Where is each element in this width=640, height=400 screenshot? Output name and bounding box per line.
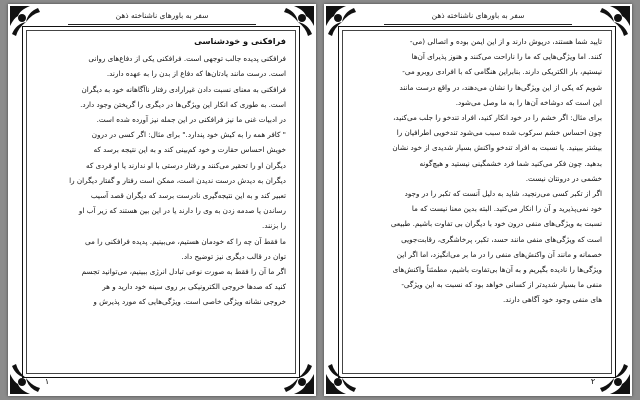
text-line: دیگران او را تحقیر می‌کنند و رفتار درستی با او ندارند یا او فردی که — [85, 160, 286, 170]
text-line: فرافکنی پدیده جالب توجهی است. فرافکنی یکی از دفاع‌های روانی — [88, 54, 286, 64]
text-line: خویش احساس حقارت و خود کم‌بینی کند و به این نتیجه برسد که — [93, 145, 286, 155]
text-line: تعبیر کند و به این نتیجه‌گیری نادرست برسد که دیگران قصد آسیب — [90, 191, 286, 201]
text-line: اگر از تکبر کسی می‌رنجید، شاید به دلیل آنست که تکبر را در وجود — [404, 189, 602, 199]
text-line: ما فقط آن چه را که خودمان هستیم، می‌بینیم. پدیده فرافکنی را می‌ — [85, 236, 286, 246]
text-line: کنند. اما ویژگی‌هایی که ما را ناراحت می‌کنند و هنوز پذیرای آن‌ها — [411, 52, 602, 62]
text-line: این است که دوشاخه آن‌ها را به ما وصل می‌شود. — [455, 97, 602, 107]
header-rule — [68, 24, 256, 25]
text-line: بدهید. چون فکر می‌کنید شما فرد خشمگینی نیستید و هیچ‌گونه — [419, 158, 602, 168]
left-page — [8, 4, 316, 396]
text-line: اگر ما آن را فقط به صورت نوعی تبادل انرژی ببینیم، می‌توانید تجسم — [81, 267, 286, 277]
text-line: بیشتر ببینید. یا نسبت به افراد تندخو واکنش بسیار شدیدی از خود نشان — [392, 143, 602, 153]
running-header: سفر به باورهای ناشناخته ذهن — [115, 11, 209, 20]
page-number: ۱ — [44, 377, 50, 386]
ornament-bottom-right-icon — [588, 352, 632, 396]
text-line: تایید شما هستند، درپوش دارند و از این ایمن بوده و اتصالی (می- — [409, 37, 602, 46]
text-line: فرافکنی به معنای نسبت دادن غیرارادی رفتار ناآگاهانه خود به دیگران — [81, 84, 286, 94]
text-line: " کافر همه را به کیش خود پندارد." برای مثال: اگر کسی در درون — [91, 130, 286, 140]
right-page — [324, 4, 632, 396]
text-line: را بزنند. — [262, 221, 286, 231]
text-line: شویم که یکی از این ویژگی‌ها را نشان می‌دهند، در واقع درست مانند — [399, 82, 602, 92]
text-line: چون احساس خشم سرکوب شده سبب می‌شود تندخویی اطرافیان را — [396, 128, 602, 138]
text-line: برای مثال: اگر خشم را در خود انکار کنید، افراد تندخو را جلب می‌کنید، — [393, 113, 602, 123]
text-line: های منفی وجود خود آگاهی دارند. — [503, 295, 602, 305]
page-content — [38, 34, 286, 354]
text-line: نیستیم، بار الکتریکی دارند. بنابراین هنگامی که با افرادی روبرو می- — [402, 67, 602, 77]
ornament-bottom-left-icon — [324, 352, 368, 396]
text-line: کنید که صدها خروجی الکترونیکی بر روی سینه خود دارید و هر — [102, 282, 286, 292]
text-line: است. به طوری که انکار این ویژگی‌ها در دیگری را گریختن وجود دارد. — [80, 99, 286, 109]
running-header: سفر به باورهای ناشناخته ذهن — [431, 11, 525, 20]
text-line: خود نمی‌پذیرید و آن را انکار می‌کنید. البته بدین معنا نیست که ما — [411, 204, 602, 214]
text-line: منفی ما بسیار شدیدتر از کسانی خواهد بود که نسبت به این ویژگی- — [401, 280, 602, 290]
text-line: دیگران به دیدش درست ندیدن است، ممکن است رفتار و گفتار دیگران را — [69, 175, 286, 185]
header-rule — [384, 24, 572, 25]
text-line: در ادبیات غنی ما نیز فرافکنی در این جمله نیز آورده شده است. — [96, 115, 286, 125]
section-heading: فرافکنی و خودشناسی — [194, 36, 286, 46]
text-line: خصمانه و مانند آن واکنش‌های منفی را در ما بر می‌انگیزد، اما اگر این — [396, 249, 602, 259]
text-line: خروجی نشانه ویژگی خاصی است. ویژگی‌هایی که مورد پذیرش و — [93, 297, 286, 307]
page-number: ۲ — [590, 377, 596, 386]
text-line: رساندن یا صدمه زدن به وی را دارند یا در این بین هستند که زیر آب او — [78, 206, 286, 216]
page-content — [354, 34, 602, 354]
text-line: خشمی در درونتان نیست. — [525, 173, 602, 183]
ornament-bottom-right-icon — [272, 352, 316, 396]
text-line: است که ویژگی‌های منفی مانند حسد، تکبر، پرخاشگری، رقابت‌جویی — [401, 234, 602, 244]
ornament-bottom-left-icon — [8, 352, 52, 396]
text-line: است. درست مانند یادتان‌ها که دفاع از بدن را به عهده دارند. — [106, 69, 286, 79]
text-line: ویژگی‌ها را نادیده بگیریم و به آن‌ها بی‌تفاوت باشیم، مطمئناً واکنش‌های — [392, 265, 602, 275]
text-line: نسبت به ویژگی‌های منفی درون خود با دیگران بی تفاوت باشیم. طبیعی — [390, 219, 602, 229]
text-line: توان در قالب دیگری نیز توضیح داد. — [181, 251, 286, 261]
book-spread — [8, 4, 632, 396]
